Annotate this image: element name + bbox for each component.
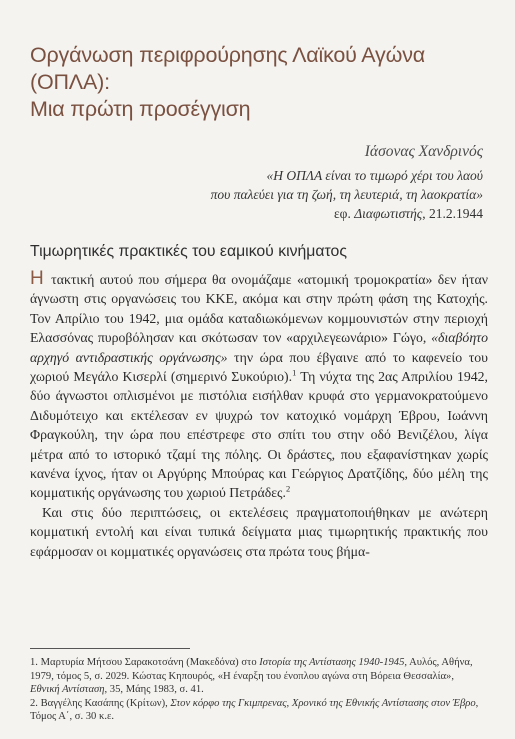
footnote-ref-2[interactable]: 2 bbox=[285, 483, 291, 494]
footnote-1-title: Ιστορία της Αντίστασης 1940-1945 bbox=[259, 657, 405, 668]
footnote-2-part-b: , Τόμος Α΄, σ. 30 κ.ε. bbox=[30, 697, 479, 723]
footnote-1-part-b: , Αυλός, Αθήνα, 1979, τόμος 5, σ. 2029. Κώστας Κηπουρός, «Η έναρξη του ένοπλου αγώνα στη Βόρεια Θεσσαλία», bbox=[30, 657, 473, 682]
epigraph-source-date: , 21.2.1944 bbox=[422, 206, 483, 221]
author-name: Ιάσονας Χανδρινός bbox=[364, 143, 483, 160]
epigraph-line-1: «Η ΟΠΛΑ είναι το τιμωρό χέρι του λαού bbox=[266, 168, 483, 183]
article-title bbox=[30, 42, 500, 123]
epigraph-line-2: που παλεύει για τη ζωή, τη λευτεριά, τη λαοκρατία» bbox=[210, 187, 483, 202]
section-heading: Τιμωρητικές πρακτικές του εαμικού κινήματος bbox=[30, 243, 347, 260]
footnote-2 bbox=[30, 697, 486, 724]
paragraph-1 bbox=[30, 270, 488, 503]
footnote-1-journal: Εθνική Αντίσταση bbox=[30, 684, 105, 696]
epigraph-source-prefix: εφ. bbox=[334, 206, 355, 221]
paragraph-1-part-a: τακτική αυτού που σήμερα θα ονομάζαμε «ατομική τρομοκρατία» δεν ήταν άγνωστη στις οργανώσεις του ΚΚΕ, ακόμα και στην πρώτη φάση της Κατοχής. Τον Απρίλιο του 1942, μια ομάδα καταδιωκόμενων κομμουνιστών στην περιοχή Ελασσόνας πυροβόλησαν και σκότωσαν τον «αρχιλεγεωνάριο» Γώγο, bbox=[30, 272, 488, 346]
title-line-2: Μια πρώτη προσέγγιση bbox=[30, 97, 251, 121]
epigraph-source bbox=[153, 204, 483, 223]
footnote-divider bbox=[30, 648, 190, 649]
title-line-1: Οργάνωση περιφρούρησης Λαϊκού Αγώνα (ΟΠΛΑ): bbox=[30, 43, 425, 94]
paragraph-1-part-c: Τη νύχτα της 2ας Απριλίου 1942, δύο άγνωστοι οπλισμένοι με πιστόλια εισήλθαν κρυφά στο γερμανοκρατούμενο Διδυμότειχο και εκτέλεσαν εν ψυχρώ τον κατοχικό νομάρχη Έβρου, Ιωάννη Φραγκούλη, την ώρα που επέστρεφε στο σπίτι του στην οδό Βενιζέλου, λίγα μέτρα από το ιστορικό τζαμί της πόλης. Οι δράστες, που εξαφανίστηκαν χωρίς κανένα ίχνος, ήταν οι Αργύρης Μπούρας και Γεώργιος Δρατζίδης, δύο μέλη της κομματικής οργάνωσης του χωριού Πετράδες. bbox=[30, 369, 488, 501]
body-text bbox=[30, 270, 488, 561]
paragraph-2: Και στις δύο περιπτώσεις, οι εκτελέσεις πραγματοποιήθηκαν με ανώτερη κομματική εντολή και είναι τυπικά δείγματα μιας τιμωρητικής πρακτικής που εφάρμοσαν οι κομματικές οργανώσεις στα πρώτα τους βήμα- bbox=[30, 504, 488, 559]
footnote-2-part-a: 2. Βαγγέλης Κασάπης (Κρίτων), bbox=[30, 697, 171, 709]
footnotes bbox=[30, 656, 486, 724]
footnote-ref-1[interactable]: 1 bbox=[292, 367, 297, 378]
epigraph bbox=[153, 166, 483, 223]
epigraph-source-name: Διαφωτιστής bbox=[354, 206, 423, 221]
footnote-2-title: Στον κόρφο της Γκιμπρενας, Χρονικό της Εθνικής Αντίστασης στον Έβρο bbox=[170, 697, 476, 709]
footnote-1-part-c: , 35, Μάης 1983, σ. 41. bbox=[104, 684, 204, 696]
drop-cap: Η bbox=[30, 268, 44, 289]
paragraph-1-quote: «διαβόητο αρχηγό αντιδραστικής οργάνωσης» bbox=[30, 330, 488, 365]
footnote-1 bbox=[30, 656, 486, 697]
footnote-1-part-a: 1. Μαρτυρία Μήτσου Σαρακοτσάνη (Μακεδόνα) στο bbox=[30, 657, 260, 668]
paragraph-1-part-b: την ώρα που έβγαινε από το καφενείο του χωριού Μεγάλο Κισερλί (σημερινό Συκούριο). bbox=[30, 349, 488, 385]
